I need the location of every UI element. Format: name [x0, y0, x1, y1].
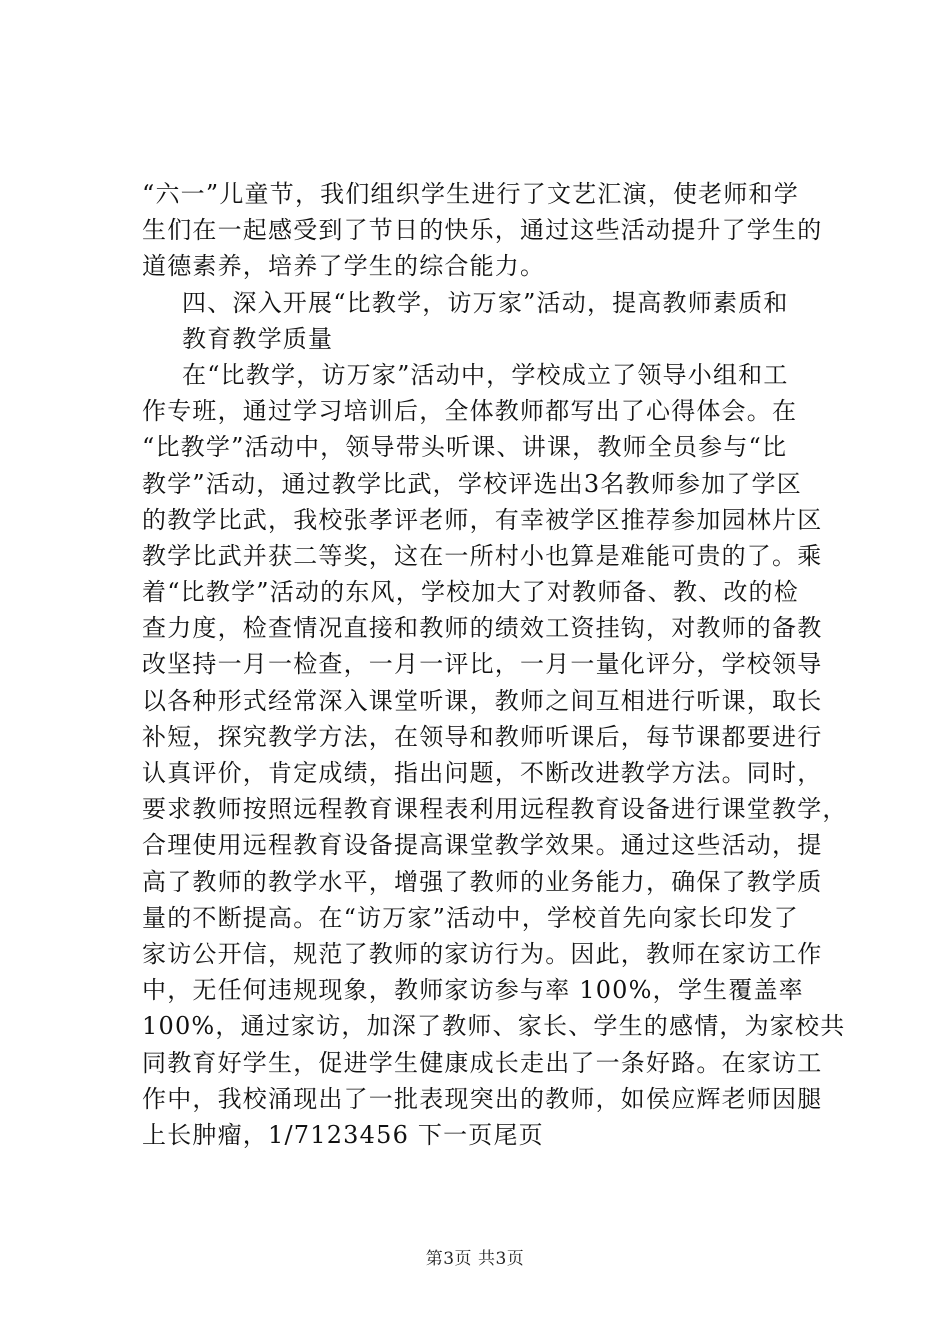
text-line: 100%，通过家访，加深了教师、家长、学生的感情，为家校共	[142, 1012, 846, 1041]
section-heading-line: 教育教学质量	[182, 324, 334, 353]
text-line: 补短，探究教学方法，在领导和教师听课后，每节课都要进行	[142, 722, 823, 751]
text-line: 以各种形式经常深入课堂听课，教师之间互相进行听课，取长	[142, 686, 823, 715]
text-line: 查力度，检查情况直接和教师的绩效工资挂钩，对教师的备教	[142, 614, 823, 643]
text-line: 教学”活动，通过教学比武，学校评选出3名教师参加了学区	[142, 469, 802, 498]
text-line: 认真评价，肯定成绩，指出问题，不断改进教学方法。同时，	[142, 759, 823, 787]
page-footer: 第3页 共3页	[425, 1249, 525, 1269]
text-line: 作中，我校涌现出了一批表现突出的教师，如侯应辉老师因腿	[142, 1084, 823, 1113]
text-line: 要求教师按照远程教育课程表利用远程教育设备进行课堂教学，	[142, 795, 848, 824]
text-line: 道德素养，培养了学生的综合能力。	[142, 252, 546, 281]
section-heading-line: 四、深入开展“比教学，访万家”活动，提高教师素质和	[182, 288, 789, 317]
text-line: 中，无任何违规现象，教师家访参与率 100%，学生覆盖率	[142, 976, 804, 1005]
text-line: 家访公开信，规范了教师的家访行为。因此，教师在家访工作	[142, 939, 823, 968]
text-line: 合理使用远程教育设备提高课堂教学效果。通过这些活动，提	[142, 831, 823, 860]
text-line: “比教学”活动中，领导带头听课、讲课，教师全员参与“比	[142, 433, 788, 462]
text-line-with-page-links: 上长肿瘤，1/7123456 下一页尾页	[142, 1120, 544, 1149]
paragraph-first-line: 在“比教学，访万家”活动中，学校成立了领导小组和工	[182, 360, 789, 389]
text-line: “六一”儿童节，我们组织学生进行了文艺汇演，使老师和学	[142, 180, 799, 208]
text-line: 教学比武并获二等奖，这在一所村小也算是难能可贵的了。乘	[142, 541, 823, 570]
text-line: 高了教师的教学水平，增强了教师的业务能力，确保了教学质	[142, 867, 823, 896]
text-line: 的教学比武，我校张孝评老师，有幸被学区推荐参加园林片区	[142, 505, 823, 534]
text-line: 着“比教学”活动的东风，学校加大了对教师备、教、改的检	[142, 578, 799, 607]
text-line: 量的不断提高。在“访万家”活动中，学校首先向家长印发了	[142, 903, 799, 932]
text-line: 作专班，通过学习培训后，全体教师都写出了心得体会。在	[142, 397, 798, 426]
text-line: 改坚持一月一检查，一月一评比，一月一量化评分，学校领导	[142, 650, 823, 679]
document-body	[142, 176, 848, 1153]
text-line: 生们在一起感受到了节日的快乐，通过这些活动提升了学生的	[142, 216, 823, 245]
text-line: 同教育好学生，促进学生健康成长走出了一条好路。在家访工	[142, 1048, 823, 1077]
